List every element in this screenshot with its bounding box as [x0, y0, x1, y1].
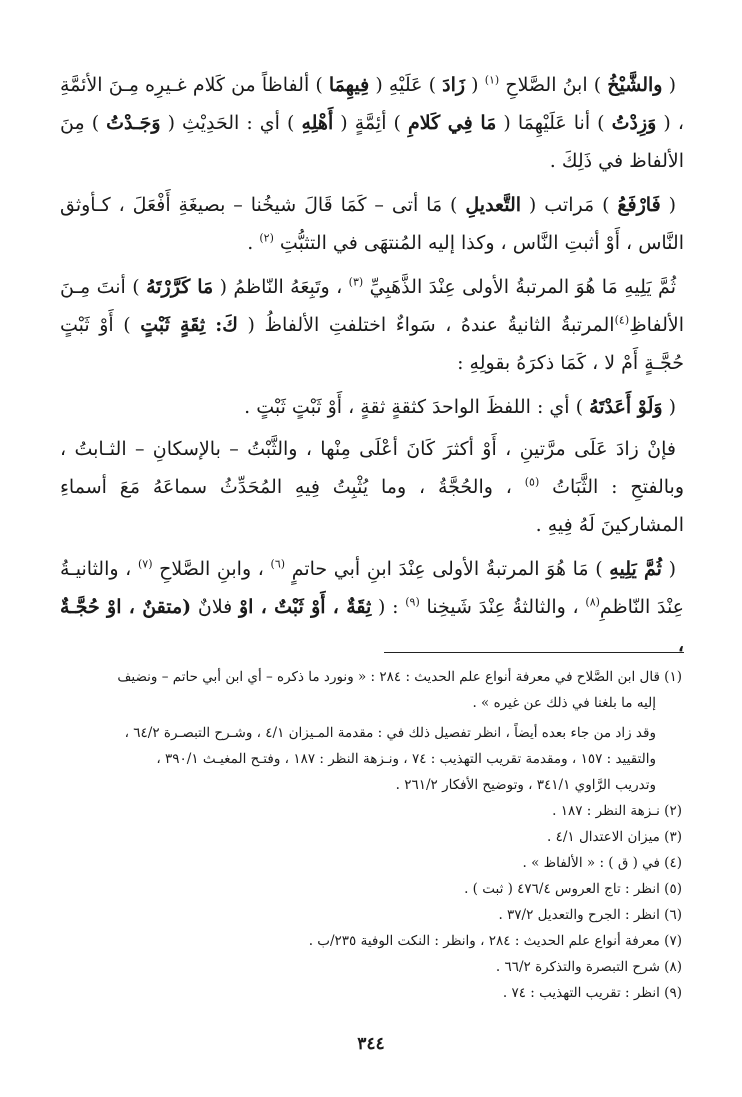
matn-term: وَلَوْ أَعَدْتَهُ [589, 396, 663, 418]
footnote-7: (٧) معرفة أنواع علم الحديث : ٢٨٤ ، وانظر : النكت الوفية ٢٣٥/ب . [308, 933, 682, 949]
page-number: ٣٤٤ [357, 1034, 385, 1054]
text-run: ) ألفاظاً من كَلام غـيرِه مِـنَ الأئمَّةِ ، ( [60, 74, 684, 134]
matn-term: وَجَـدْتُ [106, 112, 161, 134]
matn-term: (متقنٌ ، اوْ حُجَّـةٌ ، [60, 596, 684, 656]
footnote-3: (٣) ميزان الاعتدال ٤/١ . [547, 829, 682, 845]
main-text [60, 66, 684, 670]
text-run: ) أَوْ ثَبْتٍ حُجَّـةٍ أَمْ لا ، كَمَا ذكرَهُ بقولِهِ : [60, 314, 684, 374]
matn-term: زَادَ [442, 74, 466, 96]
text-run: ) مَا أتى – كَمَا قَالَ شيخُنا – بصيغَةِ أَفْعَلَ ، كـأوثق النَّاس ، أَوْ أثبتِ النَّاس ، وكذا إليه المُنتهَى في التثبُّتِ [60, 194, 684, 254]
text-run: المرتبةُ الثانيةُ عندهُ ، سَواءٌ اختلفتِ الألفاظُ ( [237, 314, 615, 336]
text-run: ) أنا عَلَيْهِمَا ( [496, 112, 612, 134]
text-run: ( [662, 74, 677, 96]
text-run: ثُمَّ يَلِيهِ مَا هُوَ المرتبةُ الأولى عِنْدَ الذَّهَبِيِّ [363, 276, 676, 298]
footnote-ref-5[interactable]: (٥) [524, 475, 540, 489]
matn-term: ثِقَةٌ ، أَوْ ثَبْتٌ ، اوْ [238, 596, 372, 618]
text-run: ، وتَبِعَهُ النّاظمُ ( [213, 276, 349, 298]
text-run: فإنْ زادَ عَلَى مرَّتينِ ، أَوْ أكثرَ كَانَ أعْلَى مِنْها ، والثَّبْتُ – بالإسكانِ – الثـابتُ ، وبالفتحِ : الثَّبَاتُ [60, 438, 684, 498]
footnote-1-continuation: إليه ما بلغنا في ذلك عن غيره » . [472, 695, 656, 711]
matn-term: التَّعديلِ [465, 194, 522, 216]
matn-term: أَهْلِهِ [301, 112, 334, 134]
footnote-ref-8[interactable]: (٨) [585, 595, 600, 609]
footnote-1-addendum-line: وتدريب الرَّاوي ٣٤١/١ ، وتوضيح الأفكار ٢٦١/٢ . [395, 777, 656, 793]
text-run: ، والثانيـةُ عِنْدَ النّاظمِ [60, 558, 685, 618]
footnote-ref-3[interactable]: (٣) [348, 275, 364, 289]
text-run: ) عَلَيْهِ ( [369, 74, 443, 96]
footnote-ref-6[interactable]: (٦) [270, 557, 286, 571]
text-run: ) أنتَ مِـنَ الألفاظِ [60, 276, 684, 336]
footnote-ref-7[interactable]: (٧) [137, 557, 153, 571]
matn-term: فِيهِمَا [328, 74, 370, 96]
footnote-4: (٤) في ( ق ) : « الألفاظ » . [522, 855, 682, 871]
text-run: ) مِنَ الألفاظ في ذَلِكَ . [60, 112, 684, 172]
footnote-ref-1[interactable]: (١) [484, 73, 500, 87]
footnote-1-addendum: وقد زاد من جاء بعده أيضاً ، انظر تفصيل ذلك في : مقدمة المـيزان ٤/١ ، وشـرح التبصـرة ٦٤/٢ ، [124, 725, 656, 741]
matn-term: فَارْفَعُ [617, 194, 661, 216]
text-run: ) ابنُ الصَّلاحِ [499, 74, 608, 96]
paragraph-6 [60, 550, 684, 664]
text-run: : ( [371, 596, 406, 618]
paragraph-3 [60, 268, 684, 382]
text-run: ، وابنِ الصَّلاحِ [152, 558, 271, 580]
footnote-1: (١) قال ابن الصَّلاح في معرفة أنواع علم الحديث : ٢٨٤ : « ونورد ما ذكره – أي ابن أبي حاتم – ونضيف [117, 669, 682, 685]
matn-term: كَ: ثِقَةٍ ثَبْتٍ [140, 314, 238, 336]
text-run: ) مَا هُوَ المرتبةُ الأولى عِنْدَ ابنِ أبي حاتمٍ [285, 558, 610, 580]
text-run: ( [465, 74, 485, 96]
text-run: ) أي : اللفظَ الواحدَ كثقةٍ ثقةٍ ، أَوْ ثَبْتٍ ثَبْتٍ . [244, 396, 590, 418]
footnote-2: (٢) نـزهة النظر : ١٨٧ . [552, 803, 682, 819]
matn-term: وَزِدْتُ [611, 112, 657, 134]
paragraph-5 [60, 430, 684, 544]
footnote-5: (٥) انظر : تاج العروس ٤٧٦/٤ ( ثبت ) . [464, 881, 682, 897]
text-run: ) مَراتب ( [521, 194, 618, 216]
text-run: فلانٌ [191, 596, 239, 618]
text-run: ( [660, 194, 677, 216]
matn-term: مَا كَرَّرْتَهُ [146, 276, 214, 298]
matn-term: ثُمَّ يَلِيهِ [609, 558, 662, 580]
matn-term: مَا فِي كَلامِ [408, 112, 497, 134]
footnote-8: (٨) شرح التبصرة والتذكرة ٦٦/٢ . [495, 959, 682, 975]
text-run: ( [662, 396, 676, 418]
footnotes [62, 664, 682, 1006]
footnote-9: (٩) انظر : تقريب التهذيب : ٧٤ . [502, 985, 682, 1001]
footnote-ref-4[interactable]: (٤) [614, 313, 630, 327]
footnote-1-addendum-line: والتقييد : ١٥٧ ، ومقدمة تقريب التهذيب : ٧٤ ، ونـزهة النظر : ١٨٧ ، وفتـح المغيـث ٣٩٠/١ ، [156, 751, 656, 767]
text-run: ) أئِمَّةٍ ( [333, 112, 409, 134]
footnote-ref-2[interactable]: (٢) [259, 231, 274, 245]
text-run: ) أي : الحَدِيْثِ ( [160, 112, 302, 134]
footnote-separator [384, 652, 684, 653]
footnote-ref-9[interactable]: (٩) [405, 595, 420, 609]
paragraph-2 [60, 186, 684, 262]
matn-term: والشَّيْخُ [607, 74, 663, 96]
paragraph-4 [60, 388, 684, 426]
text-run: ، والحُجَّةُ ، وما يُثْبِتُ فِيهِ المُحَدِّثُ سماعَهُ مَعَ أسماءِ المشاركينَ لَهُ فِيهِ . [60, 476, 684, 536]
text-run: . [247, 232, 260, 254]
text-run: ، والثالثةُ عِنْدَ شَيخِنا [419, 596, 586, 618]
footnote-6: (٦) انظر : الجرح والتعديل ٣٧/٢ . [498, 907, 682, 923]
text-run: ( [661, 558, 677, 580]
paragraph-1 [60, 66, 684, 180]
